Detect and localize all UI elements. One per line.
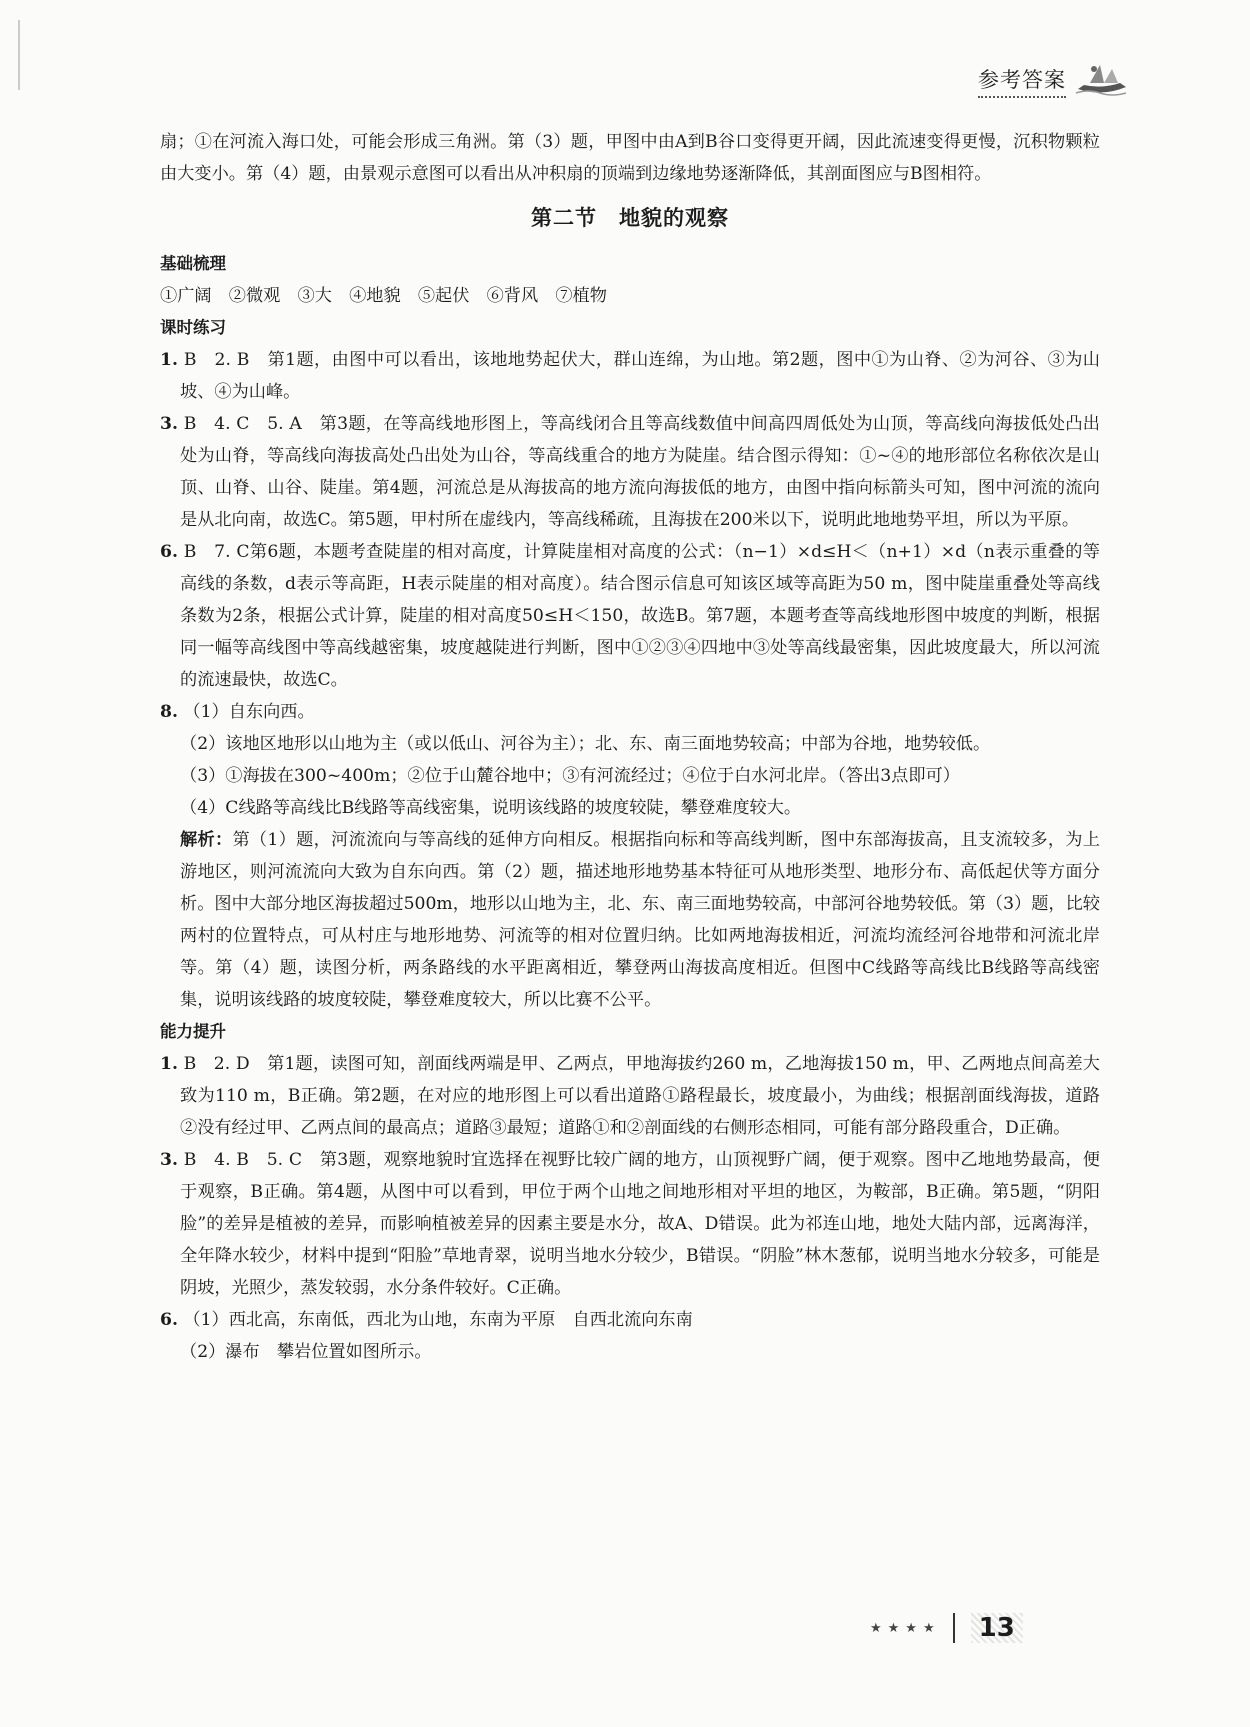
basics-heading: 基础梳理 xyxy=(160,254,226,273)
question-number: 6. xyxy=(160,542,178,562)
answer-text: B 4. B 5. C 第3题，观察地貌时宜选择在视野比较广阔的地方，山顶视野广阔，便于观察。图中乙地地势最高，便于观察，B正确。第4题，从图中可以看到，甲位于两个山地之间地形相对平坦的地区，为鞍部，B正确。第5题，“阴阳脸”的差异是植被的差异，而影响植被差异的因素主要是水分，故A、D错误。此为祁连山地，地处大陆内部，远离海洋，全年降水较少，材料中提到“阳脸”草地青翠，说明当地水分较少，B错误。“阴脸”林木葱郁，说明当地水分较多，可能是阴坡，光照少，蒸发较弱，水分条件较好。C正确。 xyxy=(180,1150,1100,1298)
ability-6-part-2: （2）瀑布 攀岩位置如图所示。 xyxy=(180,1342,432,1362)
question-number: 6. xyxy=(160,1310,178,1330)
footer-divider xyxy=(953,1613,955,1643)
page-footer xyxy=(870,1608,1150,1648)
difficulty-stars: ★★★★ xyxy=(870,1620,941,1636)
ability-answer-3 xyxy=(160,1144,1100,1304)
boat-decoration-icon xyxy=(1074,59,1130,103)
section-title: 第二节 地貌的观察 xyxy=(531,206,729,230)
q8-part-3: （3）①海拔在300~400m；②位于山麓谷地中；③有河流经过；④位于白水河北岸。（答出3点即可） xyxy=(180,766,960,786)
page-header xyxy=(978,58,1130,104)
q8-analysis xyxy=(160,824,1100,1016)
question-number: 3. xyxy=(160,414,178,434)
answer-content xyxy=(160,126,1100,1368)
binding-edge xyxy=(18,20,20,90)
practice-heading: 课时练习 xyxy=(160,318,226,337)
header-title: 参考答案 xyxy=(978,64,1066,98)
q8-part-2: （2）该地区地形以山地为主（或以低山、河谷为主）；北、东、南三面地势较高；中部为谷地，地势较低。 xyxy=(180,734,991,754)
ability-answer-1 xyxy=(160,1048,1100,1144)
practice-answer-6 xyxy=(160,536,1100,696)
basics-answers: ①广阔 ②微观 ③大 ④地貌 ⑤起伏 ⑥背风 ⑦植物 xyxy=(160,286,607,306)
answer-text: B 2. D 第1题，读图可知，剖面线两端是甲、乙两点，甲地海拔约260 m，乙地海拔150 m，甲、乙两地点间高差大致为110 m，B正确。第2题，在对应的地形图上可以看出道路①路程最长，坡度最小，为曲线；根据剖面线海拔，道路②没有经过甲、乙两点间的最高点；道路③最短；道路①和②剖面线的右侧形态相同，可能有部分路段重合，D正确。 xyxy=(180,1054,1100,1138)
analysis-text: 第（1）题，河流流向与等高线的延伸方向相反。根据指向标和等高线判断，图中东部海拔高，且支流较多，为上游地区，则河流流向大致为自东向西。第（2）题，描述地形地势基本特征可从地形类型、地形分布、高低起伏等方面分析。图中大部分地区海拔超过500m，地形以山地为主，北、东、南三面地势较高，中部河谷地势较低。第（3）题，比较两村的位置特点，可从村庄与地形地势、河流等的相对位置归纳。比如两地海拔相近，河流均流经河谷地带和河流北岸等。第（4）题，读图分析，两条路线的水平距离相近，攀登两山海拔高度相近。但图中C线路等高线比B线路等高线密集，说明该线路的坡度较陡，攀登难度较大，所以比赛不公平。 xyxy=(180,830,1100,1010)
question-number: 8. xyxy=(160,702,178,722)
intro-paragraph: 扇；①在河流入海口处，可能会形成三角洲。第（3）题，甲图中由A到B谷口变得更开阔，因此流速变得更慢，沉积物颗粒由大变小。第（4）题，由景观示意图可以看出从冲积扇的顶端到边缘地势逐渐降低，其剖面图应与B图相符。 xyxy=(160,132,1100,184)
answer-text: B 2. B 第1题，由图中可以看出，该地地势起伏大，群山连绵，为山地。第2题，图中①为山脊、②为河谷、③为山坡、④为山峰。 xyxy=(180,350,1100,402)
answer-text: （1）自东向西。 xyxy=(183,702,315,722)
question-number: 3. xyxy=(160,1150,178,1170)
page-number: 13 xyxy=(971,1613,1023,1643)
question-number: 1. xyxy=(160,350,178,370)
answer-text: B 7. C第6题，本题考查陡崖的相对高度，计算陡崖相对高度的公式：（n−1）×d≤H＜（n+1）×d（n表示重叠的等高线的条数，d表示等高距，H表示陡崖的相对高度）。结合图示信息可知该区域等高距为50 m，图中陡崖重叠处等高线条数为2条，根据公式计算，陡崖的相对高度50≤H＜150，故选B。第7题，本题考查等高线地形图中坡度的判断，根据同一幅等高线图中等高线越密集，坡度越陡进行判断，图中①②③④四地中③处等高线最密集，因此坡度最大，所以河流的流速最快，故选C。 xyxy=(180,542,1100,690)
question-number: 1. xyxy=(160,1054,178,1074)
q8-part-4: （4）C线路等高线比B线路等高线密集，说明该线路的坡度较陡，攀登难度较大。 xyxy=(180,798,802,818)
practice-answer-1 xyxy=(160,344,1100,408)
answer-text: （1）西北高，东南低，西北为山地，东南为平原 自西北流向东南 xyxy=(183,1310,693,1330)
ability-answer-6 xyxy=(160,1304,1100,1336)
practice-answer-3 xyxy=(160,408,1100,536)
ability-heading: 能力提升 xyxy=(160,1022,226,1041)
practice-answer-8 xyxy=(160,696,1100,728)
answer-text: B 4. C 5. A 第3题，在等高线地形图上，等高线闭合且等高线数值中间高四周低处为山顶，等高线向海拔低处凸出处为山脊，等高线向海拔高处凸出处为山谷，等高线重合的地方为陡崖。结合图示得知：①~④的地形部位名称依次是山顶、山脊、山谷、陡崖。第4题，河流总是从海拔高的地方流向海拔低的地方，由图中指向标箭头可知，图中河流的流向是从北向南，故选C。第5题，甲村所在虚线内，等高线稀疏，且海拔在200米以下，说明此地地势平坦，所以为平原。 xyxy=(180,414,1100,530)
analysis-label: 解析： xyxy=(180,830,233,850)
